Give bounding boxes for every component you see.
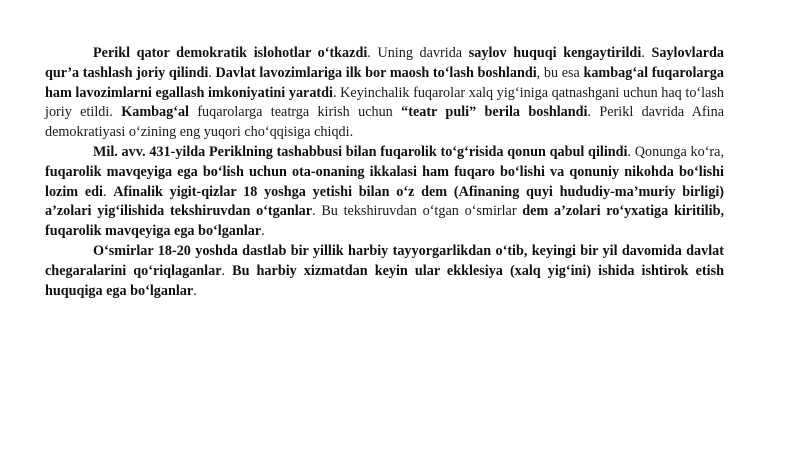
text-run: Saylovlarda qur’a tashlash joriy qilindi [45,45,724,81]
text-run: “teatr puli” berila boshlandi [401,104,588,121]
text-run: Bu harbiy xizmatdan keyin ular ekklesiya (xalq yig‘ini) ishida ishtirok etish huquqiga ega bo‘lganlar [45,262,724,299]
text-run: . Uning davrida [367,45,469,61]
text-run: , bu esa [536,64,584,81]
text-run: . Qonunga ko‘ra, [627,143,724,160]
text-run: . [261,223,265,240]
text-run: saylov huquqi kengaytirildi [468,45,642,61]
text-run: Mil. avv. 431-yilda Periklning tashabbusi bilan fuqarolik to‘g‘risida qonun qabul qilindi [93,143,628,160]
text-run: . Keyinchalik fuqarolar xalq yig‘iniga qatnashgani uchun haq to‘lash joriy etildi. [45,84,724,121]
text-run: . [193,282,197,299]
text-run: Davlat lavozimlariga ilk bor maosh to‘lash boshlandi [215,64,537,81]
text-run: Kambag‘al [121,104,189,121]
text-run: fuqarolik mavqeyiga ega bo‘lish uchun ota-onaning ikkalasi ham fuqaro bo‘lishi va qonuniy nikohda bo‘lishi lozim edi [45,163,724,200]
text-run: Afinalik yigit-qizlar 18 yoshga yetishi bilan o‘z dem (Afinaning quyi hududiy-ma’muriy birligi) a’zolari yig‘ilishida tekshiruvdan o‘tganlar [45,183,724,220]
text-run: . [221,262,233,279]
text-run: . Bu tekshiruvdan o‘tgan o‘smirlar [312,203,523,220]
paragraph-military-service [45,242,724,301]
text-run: dem a’zolari ro‘yxatiga kiritilib, fuqarolik mavqeyiga ega bo‘lganlar [45,203,725,240]
text-run: . [208,64,216,81]
text-run: . Perikl davrida Afina demokratiyasi o‘zining eng yuqori cho‘qqisiga chiqdi. [45,104,724,141]
text-run: . [641,45,652,61]
paragraph-citizenship-law [45,143,724,242]
paragraph-pericles-reforms [45,44,724,143]
text-run: O‘smirlar 18-20 yoshda dastlab bir yillik harbiy tayyorgarlikdan o‘tib, keyingi bir yil davomida davlat chegaralarini qo‘riqlaganlar [45,242,724,279]
text-run: . [102,183,114,200]
text-run: fuqarolarga teatrga kirish uchun [188,104,402,121]
text-run: kambag‘al fuqarolarga ham lavozimlarni egallash imkoniyatini yaratdi [45,64,724,101]
text-run: Perikl qator demokratik islohotlar o‘tkazdi [93,45,368,61]
